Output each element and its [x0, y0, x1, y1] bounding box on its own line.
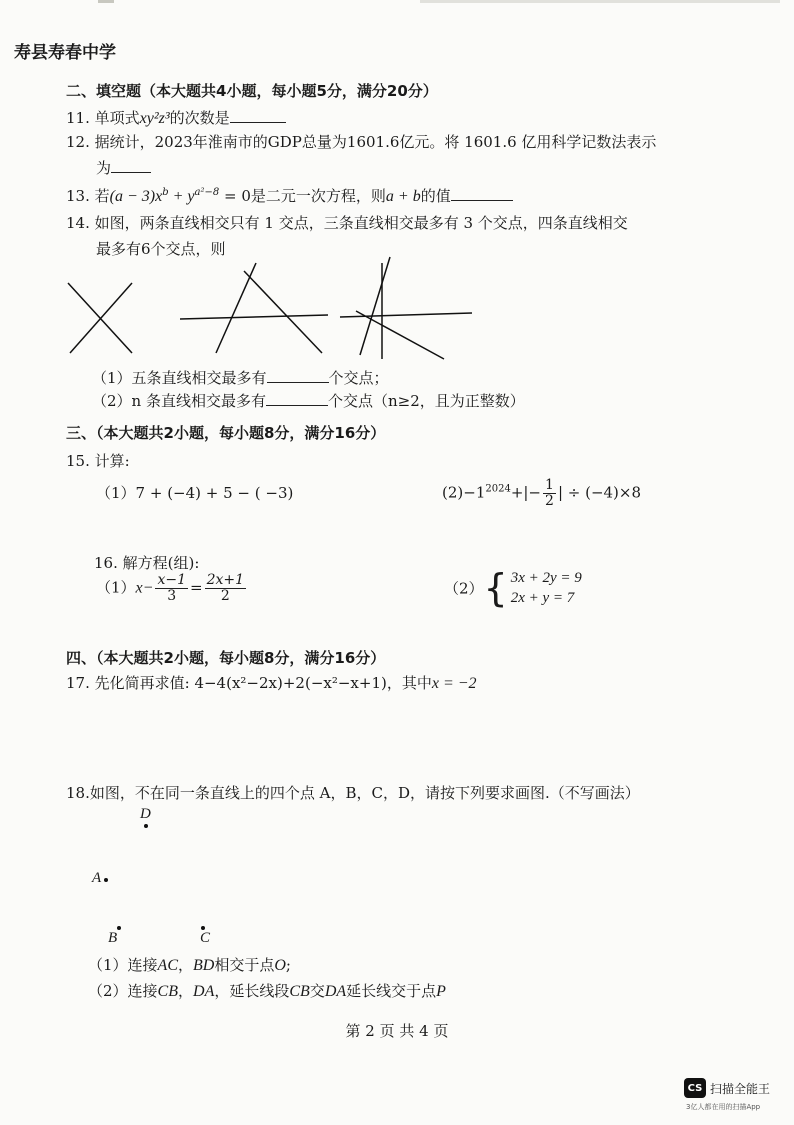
question-16-part1: （1）x− $\frac{x-1}{3}$ = $\frac{2x+1}{2}$: [96, 572, 245, 604]
point-d: [144, 824, 148, 828]
question-14-part1: （1）五条直线相交最多有 个交点；: [92, 369, 389, 387]
question-16-part2: （2） { 3x + 2y = 9 2x + y = 7: [444, 566, 582, 610]
figure3-line: [356, 311, 444, 359]
figure2-line: [180, 315, 328, 319]
answer-blank[interactable]: [111, 158, 151, 173]
school-name: 寿县寿春中学: [14, 43, 116, 63]
fraction: $\frac{x-1}{3}$: [157, 572, 186, 604]
question-11: 11. 单项式xy²z³的次数是: [66, 107, 286, 128]
scan-mark: [98, 0, 114, 3]
question-18: 18.如图，不在同一条直线上的四个点 A，B，C，D，请按下列要求画图.（不写画法）: [66, 784, 640, 802]
question-12-line1: 12. 据统计，2023年淮南市的GDP总量为1601.6亿元。将 1601.6 亿用科学记数法表示: [66, 133, 657, 151]
point-a: [104, 878, 108, 882]
watermark-subtitle: 3亿人都在用的扫描App: [686, 1103, 761, 1111]
watermark-name: 扫描全能王: [710, 1081, 771, 1096]
left-brace-icon: {: [483, 566, 508, 610]
point-label-b: B: [108, 930, 118, 946]
figure3-line: [360, 257, 390, 355]
question-18-part2: （2）连接CB，DA，延长线段CB交DA延长线交于点P: [88, 982, 446, 1000]
point-label-d: D: [140, 806, 151, 822]
intersecting-lines-figure: [60, 255, 480, 365]
section-3-title: 三、（本大题共2小题，每小题8分，满分16分）: [66, 424, 386, 442]
figure2-line: [244, 271, 322, 353]
camscanner-logo-icon: CS: [684, 1078, 706, 1098]
section-2-title: 二、填空题（本大题共4小题，每小题5分，满分20分）: [66, 82, 438, 100]
scan-mark: [420, 0, 780, 3]
equation-system: { 3x + 2y = 9 2x + y = 7: [483, 566, 582, 610]
fraction: $\frac{1}{2}$: [545, 477, 554, 509]
question-16: 16. 解方程(组):: [94, 554, 200, 572]
question-15: 15. 计算:: [66, 452, 130, 470]
fraction: $\frac{2x+1}{2}$: [206, 572, 245, 604]
answer-blank[interactable]: [451, 186, 513, 201]
answer-blank[interactable]: [266, 391, 328, 406]
question-14-part2: （2）n 条直线相交最多有 个交点（n≥2，且为正整数）: [92, 392, 525, 410]
question-15-part2: $(2)-1^{2024}+|-$ $\frac{1}{2}$ | ÷ (−4)×8: [442, 477, 642, 509]
scanner-watermark: [684, 1078, 770, 1098]
question-17: 17. 先化简再求值: 4−4(x²−2x)+2(−x²−x+1)，其中x = −2: [66, 674, 477, 692]
question-14-line1: 14. 如图，两条直线相交只有 1 交点，三条直线相交最多有 3 个交点，四条直线相交: [66, 214, 628, 232]
answer-blank[interactable]: [230, 108, 286, 123]
question-15-part1: （1）7 + (−4) + 5 − ( −3): [96, 484, 294, 502]
question-18-part1: （1）连接AC，BD相交于点O;: [88, 956, 291, 974]
point-b: [117, 926, 121, 930]
page-number: 第 2 页 共 4 页: [345, 1022, 449, 1040]
question-12-line2: 为: [96, 157, 151, 178]
point-label-c: C: [200, 930, 211, 946]
question-14-line2: 最多有6个交点，则: [96, 240, 226, 258]
question-13: 13. 若$(a - 3)x^b + y^{a^2-8} = 0$是二元一次方程，则a + b的值: [66, 185, 513, 206]
answer-blank[interactable]: [267, 368, 329, 383]
section-4-title: 四、（本大题共2小题，每小题8分，满分16分）: [66, 649, 386, 667]
point-label-a: A: [92, 870, 102, 886]
